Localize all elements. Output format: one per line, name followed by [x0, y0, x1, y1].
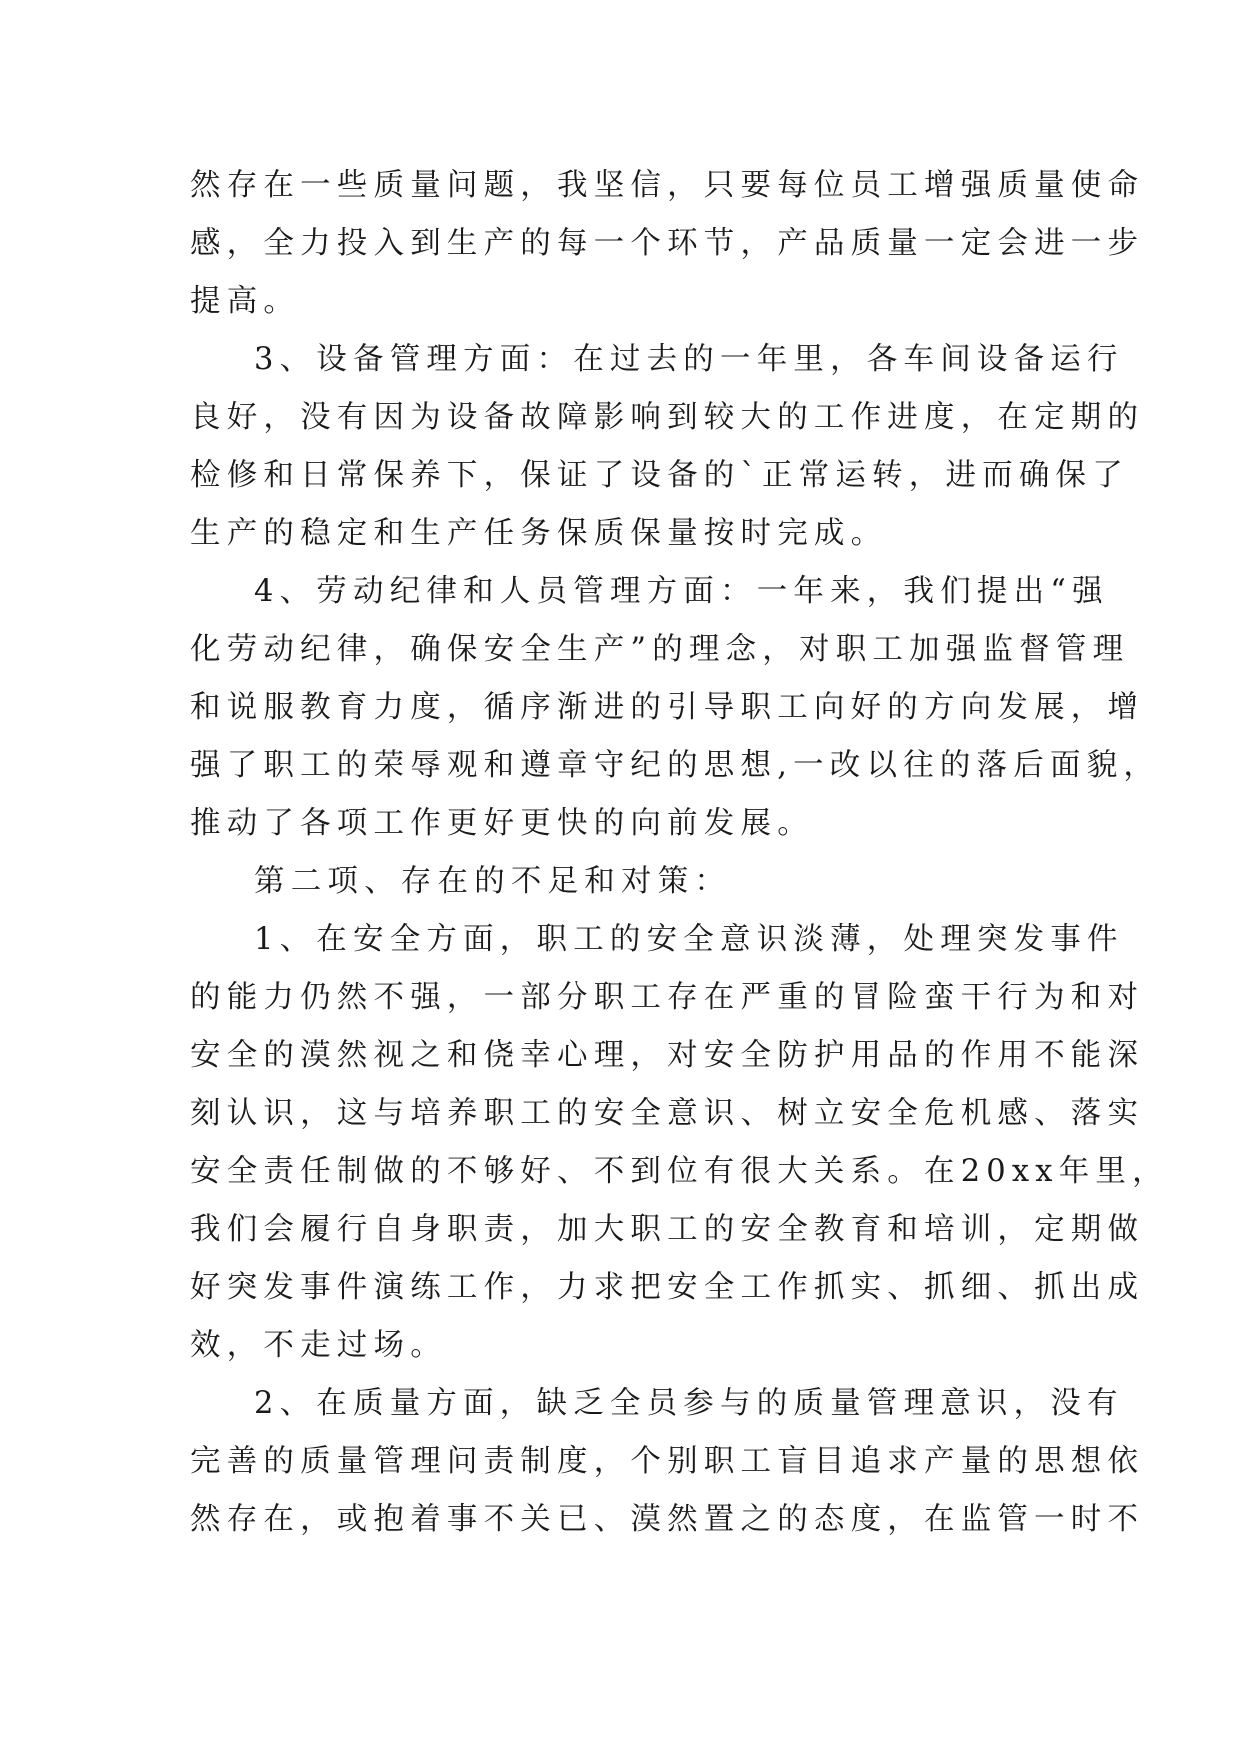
text-line: 好突发事件演练工作，力求把安全工作抓实、抓细、抓出成 — [190, 1270, 1145, 1305]
text-line: 完善的质量管理问责制度，个别职工盲目追求产量的思想依 — [190, 1444, 1145, 1479]
text-line: 然存在，或抱着事不关已、漠然置之的态度，在监管一时不 — [190, 1502, 1145, 1537]
text-line: 良好，没有因为设备故障影响到较大的工作进度，在定期的 — [190, 400, 1145, 435]
text-line: 刻认识，这与培养职工的安全意识、树立安全危机感、落实 — [190, 1096, 1145, 1131]
text-line-indented: 4、劳动纪律和人员管理方面：一年来，我们提出“强 — [254, 574, 1109, 609]
text-line: 安全责任制做的不够好、不到位有很大关系。在20xx年里， — [190, 1154, 1169, 1189]
text-line: 效，不走过场。 — [190, 1328, 447, 1363]
text-line-indented: 3、设备管理方面：在过去的一年里，各车间设备运行 — [254, 342, 1124, 377]
document-body — [190, 157, 1169, 1549]
section-heading: 第二项、存在的不足和对策： — [254, 864, 732, 899]
text-line-indented: 2、在质量方面，缺乏全员参与的质量管理意识，没有 — [254, 1386, 1124, 1421]
text-line: 强了职工的荣辱观和遵章守纪的思想,一改以往的落后面貌， — [190, 748, 1161, 783]
text-line: 我们会履行自身职责，加大职工的安全教育和培训，定期做 — [190, 1212, 1145, 1247]
text-line: 感，全力投入到生产的每一个环节，产品质量一定会进一步 — [190, 226, 1145, 261]
text-line: 然存在一些质量问题，我坚信，只要每位员工增强质量使命 — [190, 168, 1145, 203]
text-line: 安全的漠然视之和侥幸心理，对安全防护用品的作用不能深 — [190, 1038, 1145, 1073]
text-line: 和说服教育力度，循序渐进的引导职工向好的方向发展，增 — [190, 690, 1145, 725]
text-line: 生产的稳定和生产任务保质保量按时完成。 — [190, 516, 888, 551]
text-line: 的能力仍然不强，一部分职工存在严重的冒险蛮干行为和对 — [190, 980, 1145, 1015]
text-line: 检修和日常保养下，保证了设备的`正常运转，进而确保了 — [190, 458, 1129, 493]
text-line-indented: 1、在安全方面，职工的安全意识淡薄，处理突发事件 — [254, 922, 1124, 957]
text-line: 提高。 — [190, 284, 301, 319]
text-line: 推动了各项工作更好更快的向前发展。 — [190, 806, 814, 841]
text-line: 化劳动纪律，确保安全生产”的理念，对职工加强监督管理 — [190, 632, 1130, 667]
